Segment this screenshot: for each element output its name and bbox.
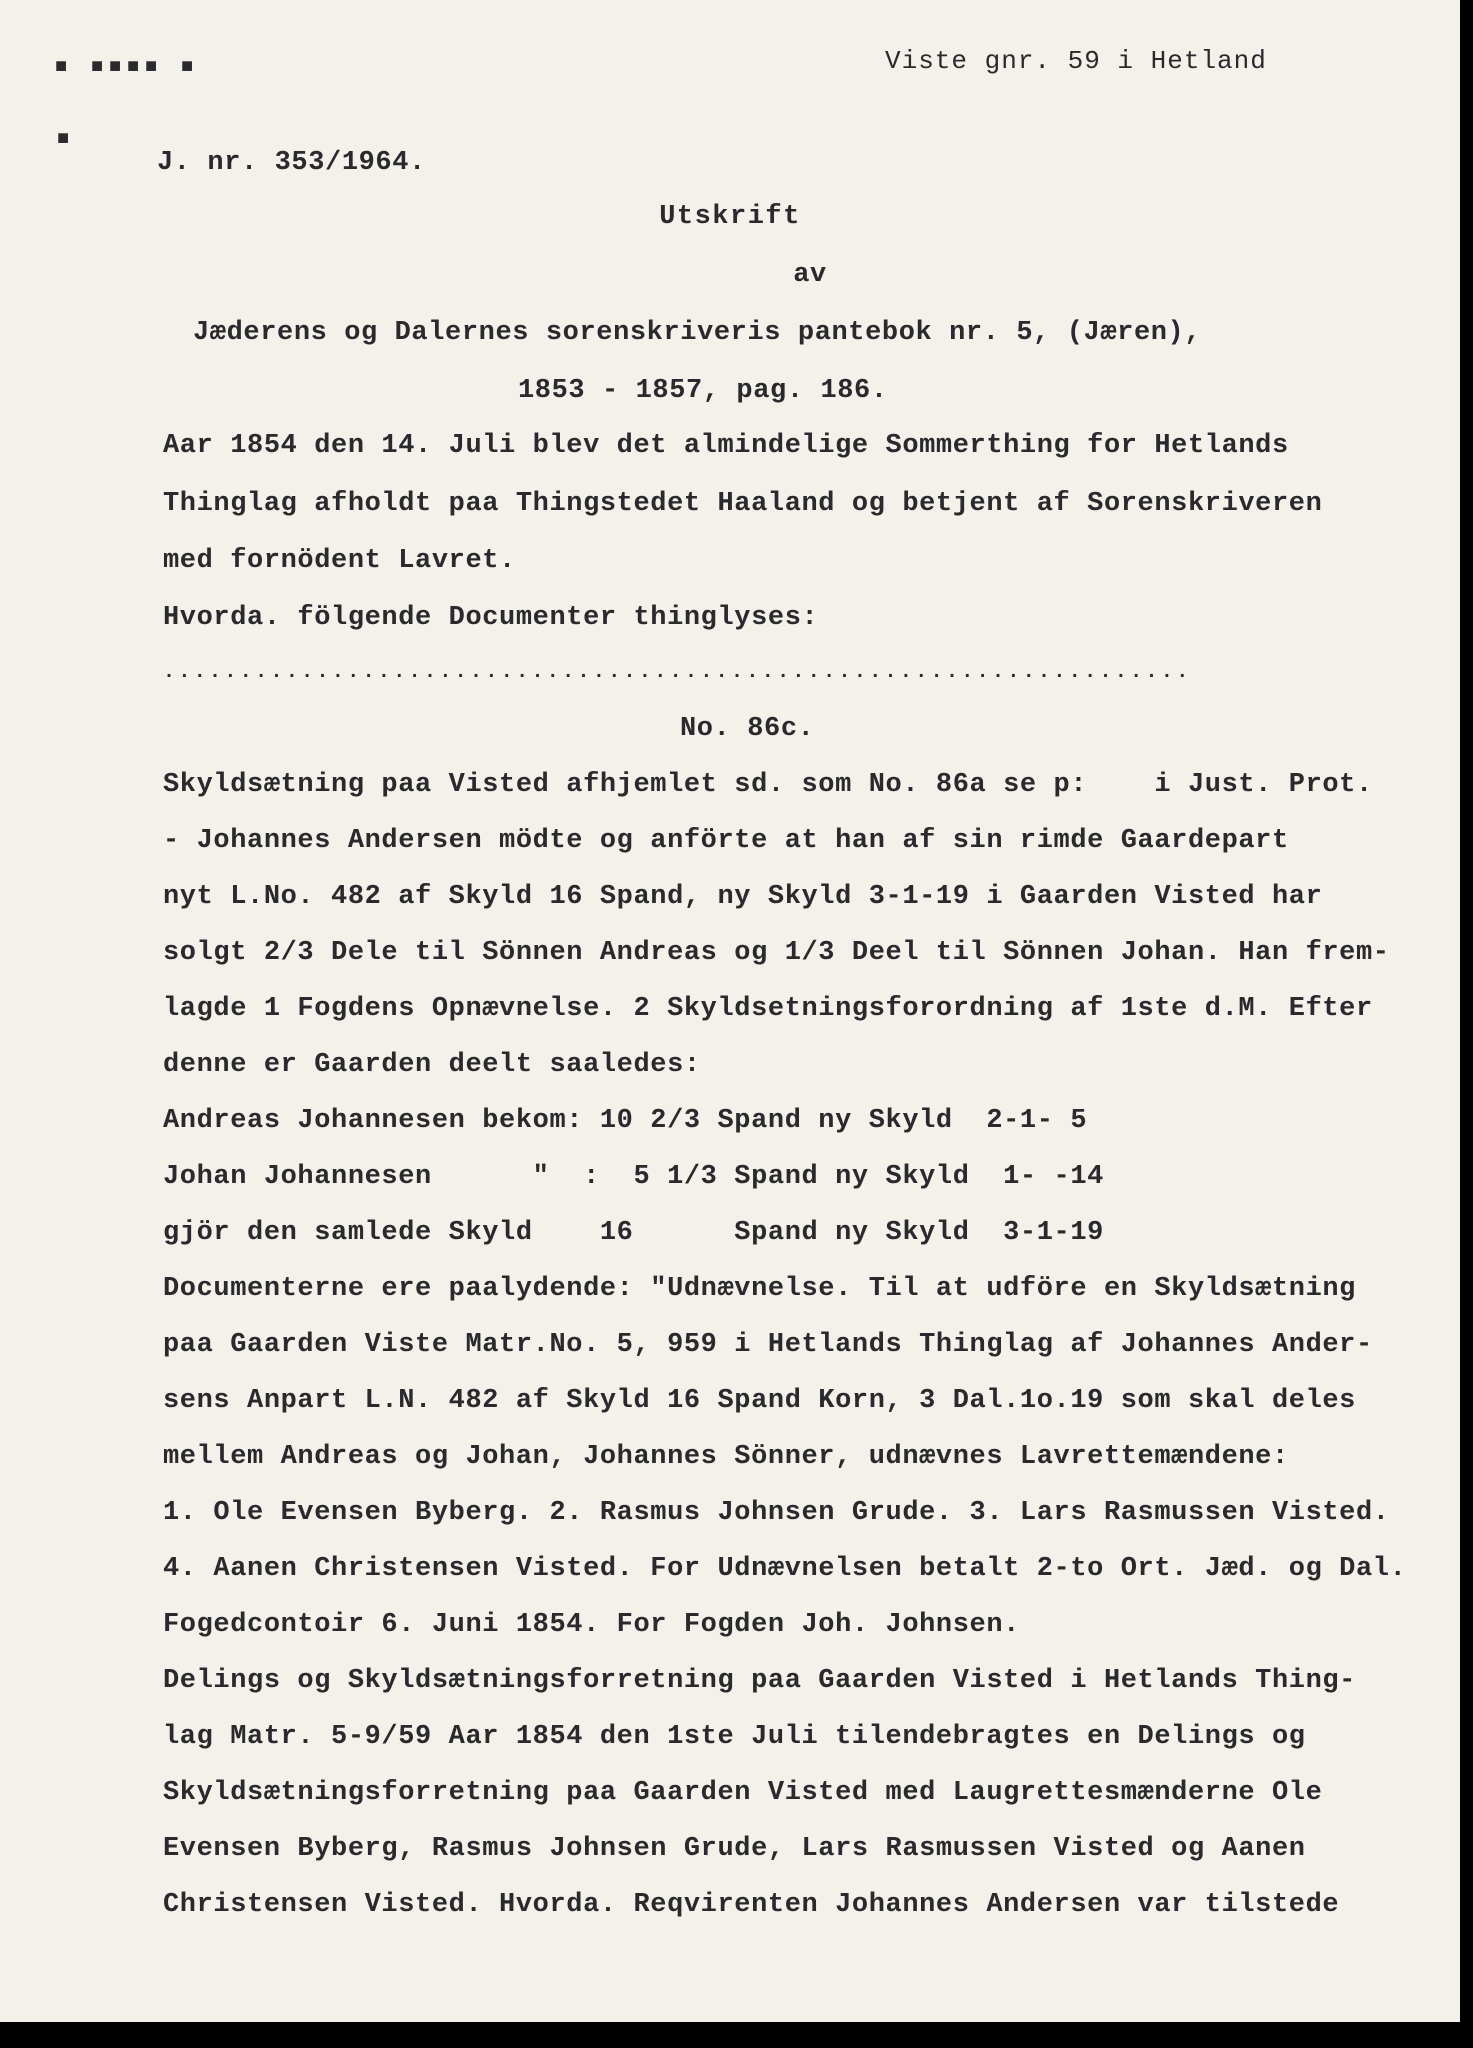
text-line: mellem Andreas og Johan, Johannes Sönner, udnævnes Lavrettemændene: bbox=[163, 1442, 1289, 1472]
journal-number: J. nr. 353/1964. bbox=[157, 148, 426, 178]
text-line: solgt 2/3 Dele til Sönnen Andreas og 1/3 Deel til Sönnen Johan. Han frem- bbox=[163, 938, 1390, 968]
text-line: Delings og Skyldsætningsforretning paa Gaarden Visted i Hetlands Thing- bbox=[163, 1666, 1356, 1696]
intro-line: Aar 1854 den 14. Juli blev det almindelige Sommerthing for Hetlands bbox=[163, 431, 1289, 461]
text-line: Skyldsætningsforretning paa Gaarden Visted med Laugrettesmænderne Ole bbox=[163, 1778, 1323, 1808]
text-line: nyt L.No. 482 af Skyld 16 Spand, ny Skyld 3-1-19 i Gaarden Visted har bbox=[163, 882, 1323, 912]
title-av: av bbox=[793, 260, 827, 290]
intro-line: Thinglag afholdt paa Thingstedet Haaland og betjent af Sorenskriveren bbox=[163, 489, 1323, 519]
intro-line: med fornödent Lavret. bbox=[163, 546, 516, 576]
text-line: Andreas Johannesen bekom: 10 2/3 Spand ny Skyld 2-1- 5 bbox=[163, 1106, 1088, 1136]
text-line: paa Gaarden Viste Matr.No. 5, 959 i Hetlands Thinglag af Johannes Ander- bbox=[163, 1330, 1373, 1360]
source-line-2: 1853 - 1857, pag. 186. bbox=[518, 376, 888, 406]
text-line: Johan Johannesen " : 5 1/3 Spand ny Skyld 1- -14 bbox=[163, 1162, 1104, 1192]
text-line: Documenterne ere paalydende: "Udnævnelse. Til at udföre en Skyldsætning bbox=[163, 1274, 1356, 1304]
text-line: Evensen Byberg, Rasmus Johnsen Grude, Lars Rasmussen Visted og Aanen bbox=[163, 1834, 1306, 1864]
header-title: Viste gnr. 59 i Hetland bbox=[885, 46, 1267, 76]
dotted-separator: ................................................................... bbox=[163, 661, 1192, 684]
corner-mark: ■ bbox=[57, 128, 70, 151]
text-line: lagde 1 Fogdens Opnævnelse. 2 Skyldsetningsforordning af 1ste d.M. Efter bbox=[163, 994, 1373, 1024]
entry-number: No. 86c. bbox=[680, 714, 815, 744]
text-line: - Johannes Andersen mödte og anförte at han af sin rimde Gaardepart bbox=[163, 826, 1289, 856]
text-line: denne er Gaarden deelt saaledes: bbox=[163, 1050, 701, 1080]
corner-marks: ■ ■■■■ ■ bbox=[55, 56, 200, 79]
document-title: Utskrift bbox=[659, 202, 801, 232]
text-line: gjör den samlede Skyld 16 Spand ny Skyld 3-1-19 bbox=[163, 1218, 1104, 1248]
text-line: Fogedcontoir 6. Juni 1854. For Fogden Joh. Johnsen. bbox=[163, 1610, 1020, 1640]
text-line: Skyldsætning paa Visted afhjemlet sd. som No. 86a se p: i Just. Prot. bbox=[163, 770, 1373, 800]
text-line: 4. Aanen Christensen Visted. For Udnævnelsen betalt 2-to Ort. Jæd. og Dal. bbox=[163, 1554, 1407, 1584]
text-line: 1. Ole Evensen Byberg. 2. Rasmus Johnsen Grude. 3. Lars Rasmussen Visted. bbox=[163, 1498, 1390, 1528]
text-line: Christensen Visted. Hvorda. Reqvirenten Johannes Andersen var tilstede bbox=[163, 1890, 1340, 1920]
text-line: sens Anpart L.N. 482 af Skyld 16 Spand Korn, 3 Dal.1o.19 som skal deles bbox=[163, 1386, 1356, 1416]
text-line: lag Matr. 5-9/59 Aar 1854 den 1ste Juli tilendebragtes en Delings og bbox=[163, 1722, 1306, 1752]
intro-line: Hvorda. fölgende Documenter thinglyses: bbox=[163, 603, 819, 633]
source-line-1: Jæderens og Dalernes sorenskriveris pantebok nr. 5, (Jæren), bbox=[193, 318, 1202, 348]
